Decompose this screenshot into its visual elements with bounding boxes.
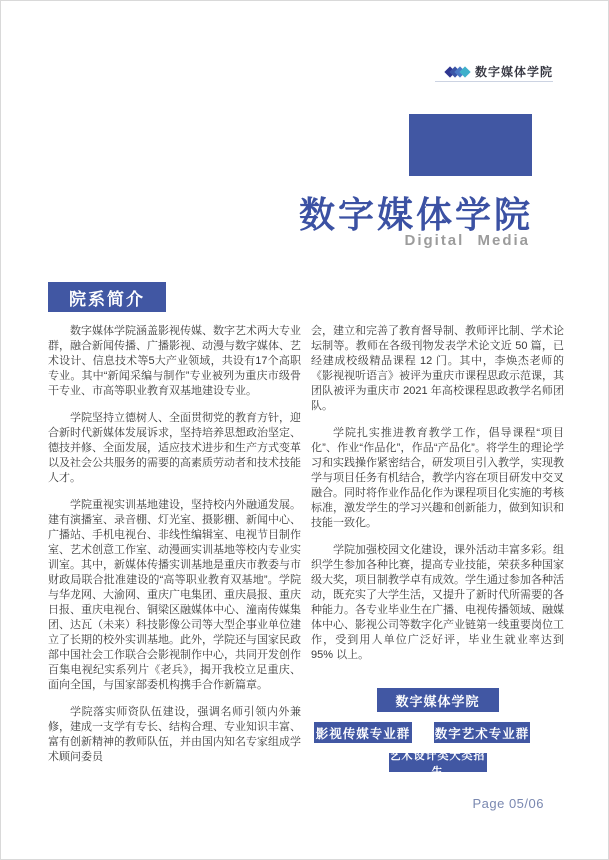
diamond-ornament	[448, 68, 468, 76]
badge-cluster	[311, 688, 564, 778]
paragraph: 会，建立和完善了教育督导制、教师评比制、学术论坛制等。教师在各级刊物发表学术论文近 50 篇，已经建成校级精品课程 12 门。其中，李焕杰老师的《影视视听语言》被评为重庆市课程思政示范课，其团队被评为重庆市 2021 年高校课程思政教学名师团队。	[311, 325, 564, 412]
paragraph: 学院坚持立德树人、全面贯彻党的教育方针，迎合新时代新媒体发展诉求，坚持培养思想政治坚定、德技并修、全面发展，适应技术进步和生产方式变革以及社会公共服务的需要的高素质劳动者和技术技能人才。	[48, 412, 301, 484]
paragraph: 数字媒体学院涵盖影视传媒、数字艺术两大专业群，融合新闻传播、广播影视、动漫与数字媒体、艺术设计、信息技术等5大产业领域，共设有17个高职专业。其中“新闻采编与制作”专业被列为重庆市级骨干专业、市高等职业教育双基地建设专业。	[48, 325, 301, 397]
page-title: 数字媒体学院	[298, 194, 533, 235]
left-column	[48, 324, 301, 765]
paragraph: 学院扎实推进教育教学工作，倡导课程“项目化”、作业“作品化”，作品“产品化”。将学生的理论学习和实践操作紧密结合，研发项目引入教学，实现教学与项目任务有机结合，教学内容在项目研发中交叉融合。同时将作业作品化作为课程项目化实施的考核标准，激发学生的学习兴趣和创新能力，做到知识和技能一致化。	[311, 427, 564, 529]
hero-accent-rectangle	[409, 114, 532, 176]
badge-row	[311, 722, 564, 743]
page-header	[448, 63, 553, 80]
header-label: 数字媒体学院	[474, 65, 553, 79]
header-rule	[435, 81, 553, 82]
page-subtitle: Digital Media	[404, 232, 530, 249]
badge-art-design-admission: 艺术设计类大类招生	[389, 749, 486, 778]
badge-digital-art-group: 数字艺术专业群	[434, 722, 530, 743]
paragraph: 学院加强校园文化建设，课外活动丰富多彩。组织学生参加各种比赛，提高专业技能，荣获多种国家级大奖，项目制教学卓有成效。学生通过参加各种活动，既充实了大学生活，又提升了新时代所需要的各种能力。各专业毕业生在广播、电视传播领域、融媒体中心、影视公司等数字化产业链第一线重要岗位工作，受到用人单位广泛好评，毕业生就业率达到 95% 以上。	[311, 544, 564, 661]
badge-college: 数字媒体学院	[377, 688, 499, 712]
paragraph: 学院落实师资队伍建设，强调名师引领内外兼修，建成一支学有专长、结构合理、专业知识丰富、富有创新精神的教师队伍，并由国内知名专家组成学术顾问委员	[48, 706, 301, 763]
paragraph: 学院重视实训基地建设，坚持校内外融通发展。建有演播室、录音棚、灯光室、摄影棚、新闻中心、广播站、手机电视台、非线性编辑室、电视节目制作室、艺术创意工作室、动漫画实训基地等校内专业实训室。其中，新媒体传播实训基地是重庆市教委与市财政局联合批准建设的“高等职业教育双基地”。学院与华龙网、大渝网、重庆广电集团、重庆晨报、重庆日报、重庆电视台、铜梁区融媒体中心、潼南传媒集团、达瓦（未来）科技影像公司等大型企事业单位建立了长期的校外实训基地。此外，学院还与国家民政部中国社会工作联合会影视制作中心，共同开发创作百集电视纪实系列片《老兵》，揭开我校立足重庆、面向全国，与国家部委机构携手合作新篇章。	[48, 499, 301, 691]
page-number: Page 05/06	[472, 796, 544, 811]
badge-film-media-group: 影视传媒专业群	[314, 722, 412, 743]
section-heading: 院系简介	[48, 282, 166, 312]
